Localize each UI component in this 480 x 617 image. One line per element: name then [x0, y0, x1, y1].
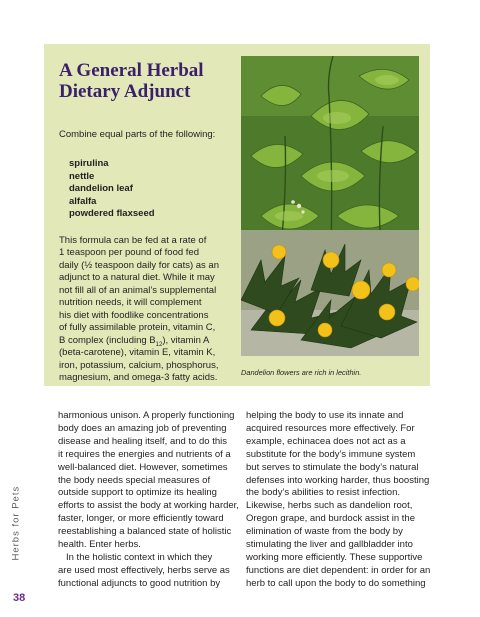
body-line: elimination of waste from the body by: [246, 526, 403, 538]
body-line: Likewise, herbs such as dandelion root,: [246, 500, 413, 512]
sidebar-body-line: B complex (including $B_{12}$), vitamin A: [59, 334, 210, 348]
body-line: working more efficiently. These supportive: [246, 551, 423, 563]
body-line: defenses into working harder, thus boosting: [246, 474, 430, 486]
body-line: functional adjuncts to good nutrition by: [58, 577, 221, 589]
herbal-formula-sidebar: [44, 44, 430, 386]
body-line: health. Enter herbs.: [58, 539, 141, 551]
sidebar-body: [59, 235, 227, 385]
sidebar-body-line: nutrition needs, it will complement: [59, 297, 202, 308]
body-line: outside support to optimize its healing: [58, 487, 217, 499]
sidebar-body-line: daily (½ teaspoon daily for cats) as an: [59, 259, 220, 271]
body-line: substitute for the body’s immune system: [246, 448, 416, 460]
page-number: 38: [13, 592, 26, 604]
body-column-left: [58, 410, 239, 591]
sidebar-intro: Combine equal parts of the following:: [59, 129, 216, 140]
nettle-photo: [241, 56, 419, 247]
body-line: herb to call upon the body to do something: [246, 577, 426, 589]
dandelion-photo: [241, 230, 419, 356]
sidebar-body-line: adjunct to a natural diet. While it may: [59, 272, 215, 283]
sidebar-title-line-2: Dietary Adjunct: [59, 81, 191, 102]
ingredient-item: dandelion leaf: [69, 183, 133, 194]
dandelion-caption: Dandelion flowers are rich in lecithin.: [241, 368, 362, 377]
body-line: reestablishing a balanced state of holistic: [58, 526, 232, 538]
body-line: helping the body to use its innate and: [246, 410, 404, 421]
body-line: acquired resources more effectively. For: [246, 422, 415, 434]
ingredient-item: powdered flaxseed: [69, 208, 155, 219]
body-column-right: [246, 410, 431, 591]
sidebar-title-line-1: A General Herbal: [59, 60, 204, 81]
ingredient-item: spirulina: [69, 158, 109, 169]
sidebar-body-line: of fully assimilable protein, vitamin C,: [59, 322, 216, 333]
sidebar-text: [59, 60, 227, 385]
body-line: the body’s abilities to resist infection.: [246, 487, 401, 499]
sidebar-body-line: (beta-carotene), vitamin E, vitamin K,: [59, 347, 216, 358]
sidebar-body-line: his diet with foodlike concentrations: [59, 309, 209, 321]
body-line: harmonious unison. A properly functioning: [58, 410, 235, 421]
sidebar-body-line: magnesium, and omega-3 fatty acids.: [59, 372, 218, 383]
sidebar-title: [59, 60, 227, 102]
body-line: well-balanced diet. However, sometimes: [58, 461, 228, 473]
body-line: but serves to stimulate the body’s natural: [246, 461, 419, 473]
ingredient-list: [69, 158, 227, 221]
body-line: it requires the energies and nutrients of a: [58, 448, 231, 460]
body-line: In the holistic context in which they: [66, 551, 213, 563]
body-line: functions are diet dependent: in order for an: [246, 564, 431, 576]
running-head: Herbs for Pets: [10, 485, 22, 561]
sidebar-body-line: iron, potassium, calcium, phosphorus,: [59, 359, 219, 371]
sidebar-body-line: This formula can be fed at a rate of: [59, 234, 207, 246]
sidebar-body-line: 1 teaspoon per pound of food fed: [59, 247, 199, 258]
body-line: faster, longer, or more efficiently toward: [58, 513, 224, 525]
body-line: example, echinacea does not act as a: [246, 435, 406, 447]
ingredient-item: alfalfa: [69, 195, 97, 207]
body-line: the body needs special measures of: [58, 474, 211, 486]
body-line: stimulating the liver and gallbladder into: [246, 539, 413, 551]
body-line: body does an amazing job of preventing: [58, 422, 227, 434]
sidebar-body-line: not fill all of an animal’s supplemental: [59, 284, 217, 296]
body-line: disease and healing itself, and to do this: [58, 435, 228, 447]
body-line: are used most effectively, herbs serve as: [58, 564, 230, 576]
body-line: Oregon grape, and burdock assist in the: [246, 513, 415, 525]
ingredient-item: nettle: [69, 170, 95, 182]
body-line: efforts to assist the body at working harder,: [58, 500, 239, 512]
